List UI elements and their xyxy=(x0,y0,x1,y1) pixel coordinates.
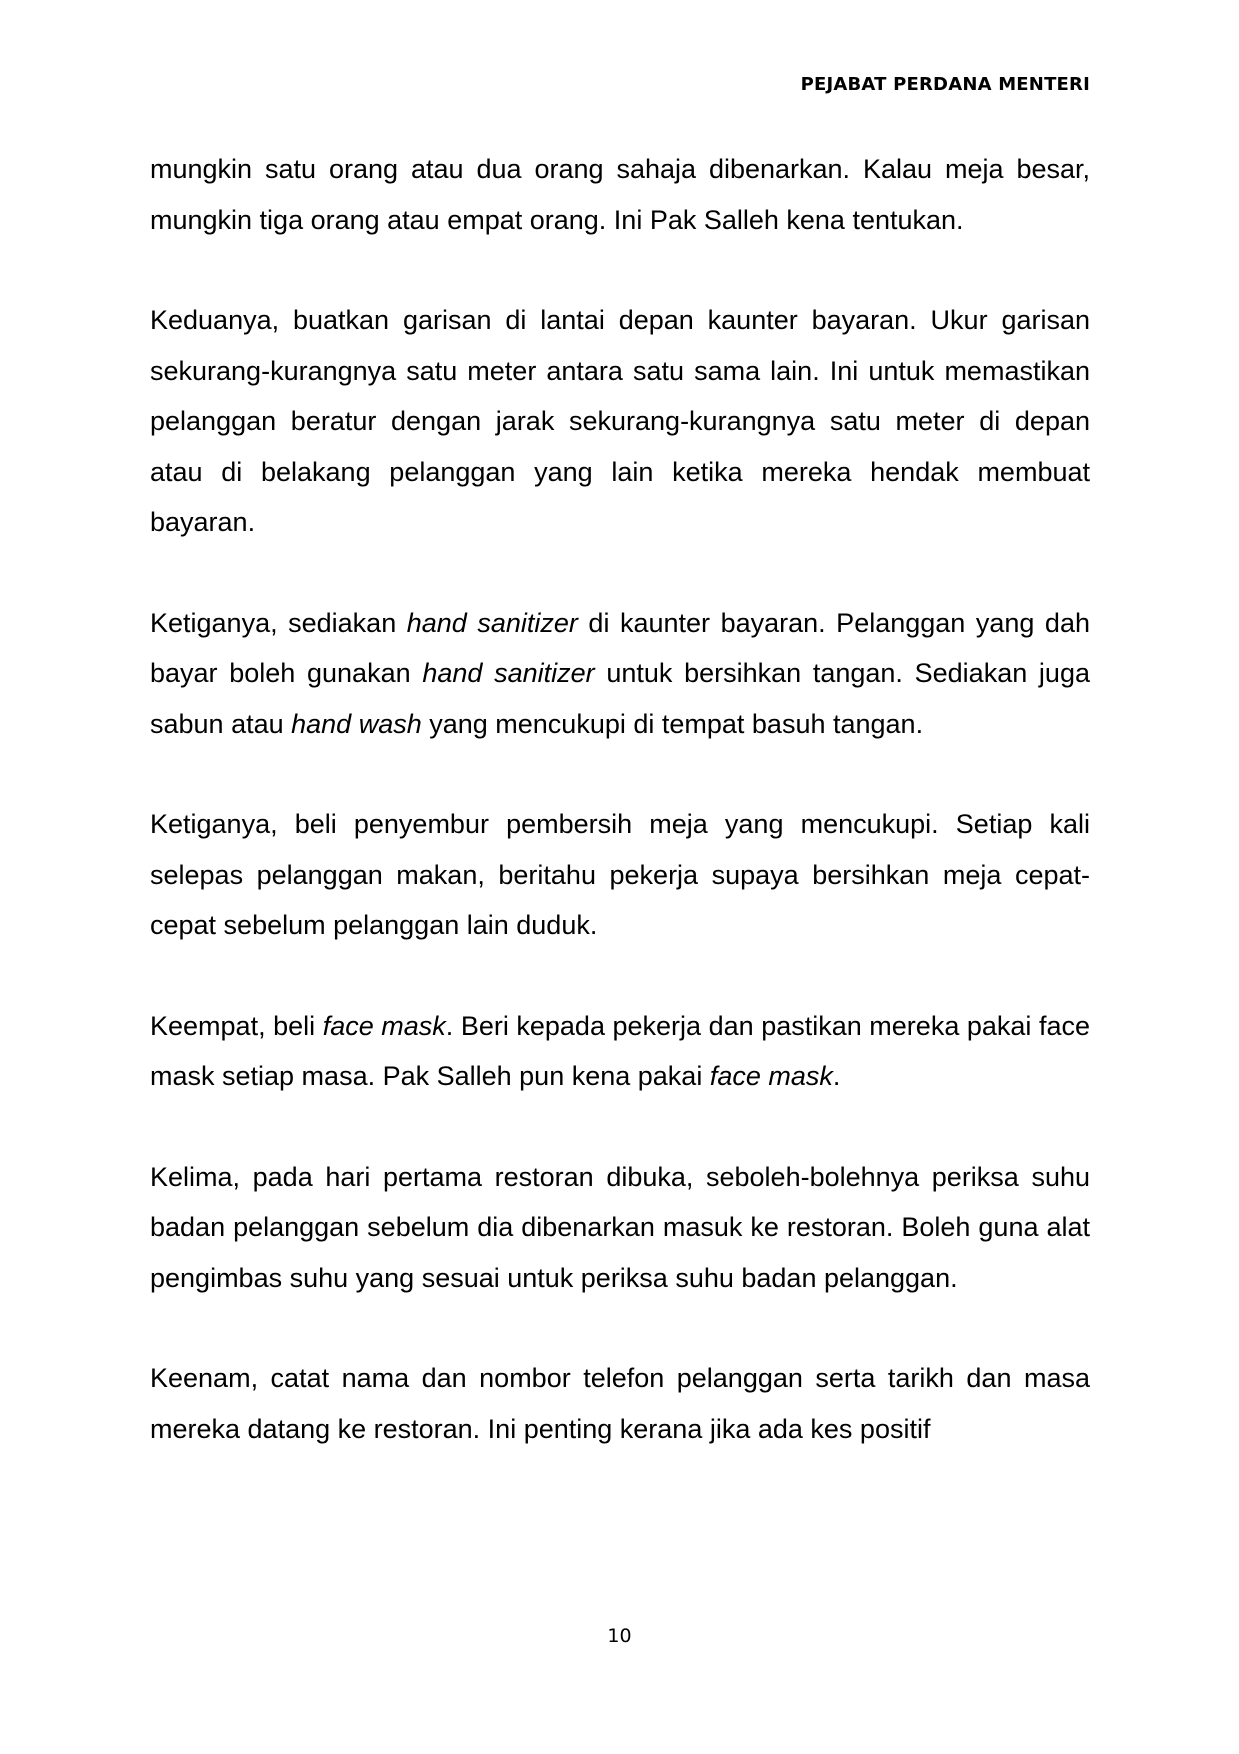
text-run: di kaunter bayaran. Pelanggan yang dah bayar boleh gunakan xyxy=(150,607,1090,688)
text-run: untuk bersihkan tangan. Sediakan juga sabun atau xyxy=(150,658,1090,739)
italic-term: hand wash xyxy=(291,708,422,739)
italic-term: face mask xyxy=(709,1061,833,1091)
text-run: Kelima, pada hari pertama restoran dibuka, seboleh-bolehnya periksa suhu badan pelanggan sebelum dia dibenarkan masuk ke restoran. Boleh guna alat pengimbas suhu yang sesuai untuk periksa suhu badan pelanggan. xyxy=(150,1161,1090,1293)
document-body xyxy=(150,144,1090,1454)
page-number: 10 xyxy=(607,1625,632,1647)
text-run: Keenam, catat nama dan nombor telefon pelanggan serta tarikh dan masa mereka datang ke restoran. Ini penting kerana jika ada kes positif xyxy=(150,1363,1090,1444)
paragraph xyxy=(150,1001,1090,1102)
page-header: PEJABAT PERDANA MENTERI xyxy=(800,74,1090,95)
paragraph xyxy=(150,295,1090,548)
text-run: . Beri kepada pekerja dan pastikan mereka pakai face mask setiap masa. Pak Salleh pun kena pakai xyxy=(150,1010,1090,1091)
text-run: Keduanya, buatkan garisan di lantai depan kaunter bayaran. Ukur garisan sekurang-kurangnya satu meter antara satu sama lain. Ini untuk memastikan pelanggan beratur dengan jarak sekurang-kurangnya satu meter di depan atau di belakang pelanggan yang lain ketika mereka hendak membuat bayaran. xyxy=(150,305,1090,537)
text-run: Ketiganya, beli penyembur pembersih meja yang mencukupi. Setiap kali selepas pelanggan makan, beritahu pekerja supaya bersihkan meja cepat-cepat sebelum pelanggan lain duduk. xyxy=(150,809,1090,940)
italic-term: hand sanitizer xyxy=(406,607,578,638)
italic-term: face mask xyxy=(322,1010,446,1041)
paragraph xyxy=(150,144,1090,245)
italic-term: hand sanitizer xyxy=(422,658,595,688)
paragraph xyxy=(150,1152,1090,1304)
text-run: Keempat, beli xyxy=(150,1010,323,1041)
paragraph xyxy=(150,1353,1090,1454)
text-run: mungkin satu orang atau dua orang sahaja dibenarkan. Kalau meja besar, mungkin tiga orang atau empat orang. Ini Pak Salleh kena tentukan. xyxy=(150,154,1090,235)
text-run: yang mencukupi di tempat basuh tangan. xyxy=(421,708,924,739)
paragraph xyxy=(150,598,1090,750)
text-run: . xyxy=(832,1061,841,1091)
text-run: Ketiganya, sediakan xyxy=(150,607,407,638)
paragraph xyxy=(150,799,1090,951)
